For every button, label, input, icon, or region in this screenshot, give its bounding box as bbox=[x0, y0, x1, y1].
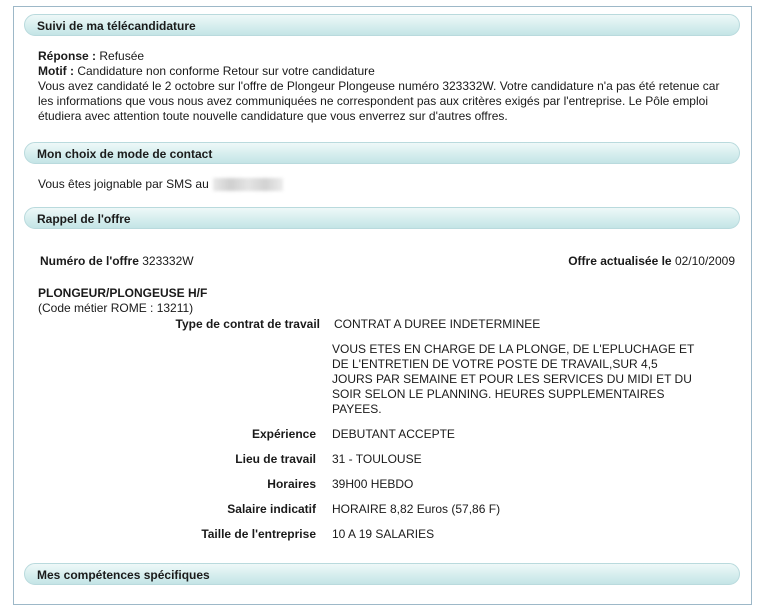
section-header-rappel[interactable]: Rappel de l'offre bbox=[24, 207, 740, 229]
code-rome: (Code métier ROME : 13211) bbox=[38, 301, 194, 315]
actualisee-value: 02/10/2009 bbox=[674, 254, 735, 268]
actualisee-label: Offre actualisée le bbox=[568, 254, 672, 268]
taille-label: Taille de l'entreprise bbox=[201, 527, 316, 541]
contact-line bbox=[38, 177, 283, 192]
description-line: SOIR SELON LE PLANNING. HEURES SUPPLEMENTAIRES bbox=[332, 387, 665, 401]
motif-label: Motif : bbox=[38, 64, 74, 78]
message-line: les informations que vous nous avez communiquées ne correspondent pas aux critères exigés par l'entreprise. Le Pôle emploi bbox=[38, 94, 708, 108]
section-header-competences[interactable]: Mes compétences spécifiques bbox=[24, 563, 740, 585]
horaires-label: Horaires bbox=[267, 477, 316, 491]
lieu-label: Lieu de travail bbox=[235, 452, 316, 466]
numero-label: Numéro de l'offre bbox=[40, 254, 139, 268]
taille-value: 10 A 19 SALARIES bbox=[332, 527, 435, 541]
redacted-phone bbox=[213, 178, 283, 191]
experience-value: DEBUTANT ACCEPTE bbox=[332, 427, 455, 441]
section-header-contact[interactable]: Mon choix de mode de contact bbox=[24, 142, 740, 164]
offre-description bbox=[332, 342, 694, 417]
description-line: DE L'ENTRETIEN DE VOTRE POSTE DE TRAVAIL,SUR 4,5 bbox=[332, 357, 658, 371]
lieu-value: 31 - TOULOUSE bbox=[332, 452, 422, 466]
reponse-line bbox=[38, 49, 719, 64]
section-header-suivi[interactable]: Suivi de ma télécandidature bbox=[24, 14, 740, 36]
salaire-value: HORAIRE 8,82 Euros (57,86 F) bbox=[332, 502, 501, 516]
description-line: JOURS PAR SEMAINE ET POUR LES SERVICES DU MIDI ET DU bbox=[332, 372, 692, 386]
horaires-value: 39H00 HEBDO bbox=[332, 477, 414, 491]
suivi-block bbox=[38, 49, 719, 124]
contrat-label: Type de contrat de travail bbox=[175, 317, 320, 331]
reponse-label: Réponse : bbox=[38, 49, 97, 63]
reponse-value: Refusée bbox=[99, 49, 145, 63]
description-line: VOUS ETES EN CHARGE DE LA PLONGE, DE L'EPLUCHAGE ET bbox=[332, 342, 695, 356]
motif-value: Candidature non conforme Retour sur votre candidature bbox=[77, 64, 375, 78]
offre-title: PLONGEUR/PLONGEUSE H/F bbox=[38, 286, 208, 300]
candidature-panel bbox=[13, 6, 752, 605]
contact-text: Vous êtes joignable par SMS au bbox=[38, 177, 209, 191]
offre-actualisee bbox=[568, 254, 735, 269]
message-line: Vous avez candidaté le 2 octobre sur l'offre de Plongeur Plongeuse numéro 323332W. Votre candidature n'a pas été retenue car bbox=[38, 79, 720, 93]
message-line: étudiera avec attention toute nouvelle candidature que vous enverrez sur d'autres offres. bbox=[38, 109, 508, 123]
description-line: PAYEES. bbox=[332, 402, 382, 416]
motif-line bbox=[38, 64, 719, 79]
contrat-value: CONTRAT A DUREE INDETERMINEE bbox=[334, 317, 541, 331]
numero-offre bbox=[40, 254, 194, 269]
offre-header bbox=[38, 286, 207, 316]
salaire-label: Salaire indicatif bbox=[227, 502, 316, 516]
numero-value: 323332W bbox=[142, 254, 194, 268]
experience-label: Expérience bbox=[251, 427, 316, 441]
